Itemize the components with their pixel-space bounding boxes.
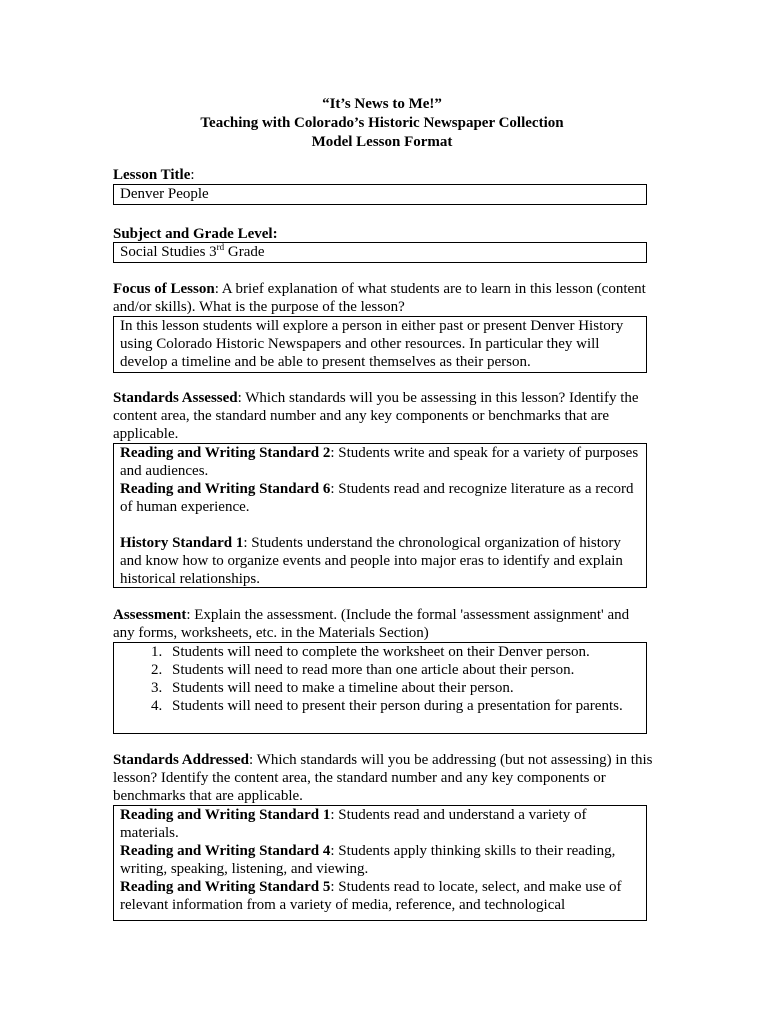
focus-value: In this lesson students will explore a person in either past or present Denver History using Colorado Historic Newspapers and other resources. In particular they will develop a timeline and be able to present themselves as their person.	[120, 318, 624, 370]
assessment-item: 1. Students will need to complete the worksheet on their Denver person.	[166, 643, 646, 661]
assessment-item: 2. Students will need to read more than one article about their person.	[166, 661, 646, 679]
standards-assessed-label: Standards Assessed: Which standards will you be assessing in this lesson? Identify the content area, the standard number and any key components or benchmarks that are applicable.	[113, 390, 639, 442]
document-header	[113, 95, 651, 152]
focus-field[interactable]	[113, 316, 647, 373]
focus-label: Focus of Lesson: A brief explanation of what students are to learn in this lesson (content and/or skills). What is the purpose of the lesson?	[113, 281, 646, 315]
subject-grade-label: Subject and Grade Level:	[113, 226, 278, 242]
assessment-item: 3. Students will need to make a timeline about their person.	[166, 679, 646, 697]
subject-grade-field[interactable]: Social Studies 3rd Grade	[113, 242, 647, 263]
lesson-title-label: Lesson Title:	[113, 167, 195, 183]
assessment-field[interactable]	[113, 642, 647, 734]
standard-item: Reading and Writing Standard 4: Students apply thinking skills to their reading, writing, speaking, listening, and viewing.	[120, 843, 616, 877]
standard-item: Reading and Writing Standard 5: Students read to locate, select, and make use of relevant information from a variety of media, reference, and technological	[120, 879, 622, 913]
standard-item: Reading and Writing Standard 1: Students read and understand a variety of materials.	[120, 807, 587, 841]
document-subtitle: Teaching with Colorado’s Historic Newspaper Collection	[200, 115, 564, 131]
standards-addressed-field[interactable]	[113, 805, 647, 921]
assessment-label: Assessment: Explain the assessment. (Include the formal 'assessment assignment' and any forms, worksheets, etc. in the Materials Section)	[113, 607, 630, 641]
lesson-title-field[interactable]	[113, 184, 647, 205]
standard-item: Reading and Writing Standard 6: Students read and recognize literature as a record of human experience.	[120, 481, 634, 515]
assessment-item: 4. Students will need to present their person during a presentation for parents.	[166, 697, 646, 715]
assessment-list	[120, 643, 646, 715]
standards-addressed-label: Standards Addressed: Which standards will you be addressing (but not assessing) in this lesson? Identify the content area, the standard number and any key components or benchmarks that are applicable.	[113, 752, 653, 804]
lesson-title-value: Denver People	[120, 186, 209, 202]
standard-item: Reading and Writing Standard 2: Students write and speak for a variety of purposes and audiences.	[120, 445, 639, 479]
document-title: “It’s News to Me!”	[322, 96, 442, 112]
standard-item: History Standard 1: Students understand the chronological organization of history and know how to organize events and people into major eras to identify and explain historical relationships.	[120, 535, 623, 587]
document-format-label: Model Lesson Format	[311, 134, 453, 150]
standards-assessed-field[interactable]	[113, 443, 647, 588]
